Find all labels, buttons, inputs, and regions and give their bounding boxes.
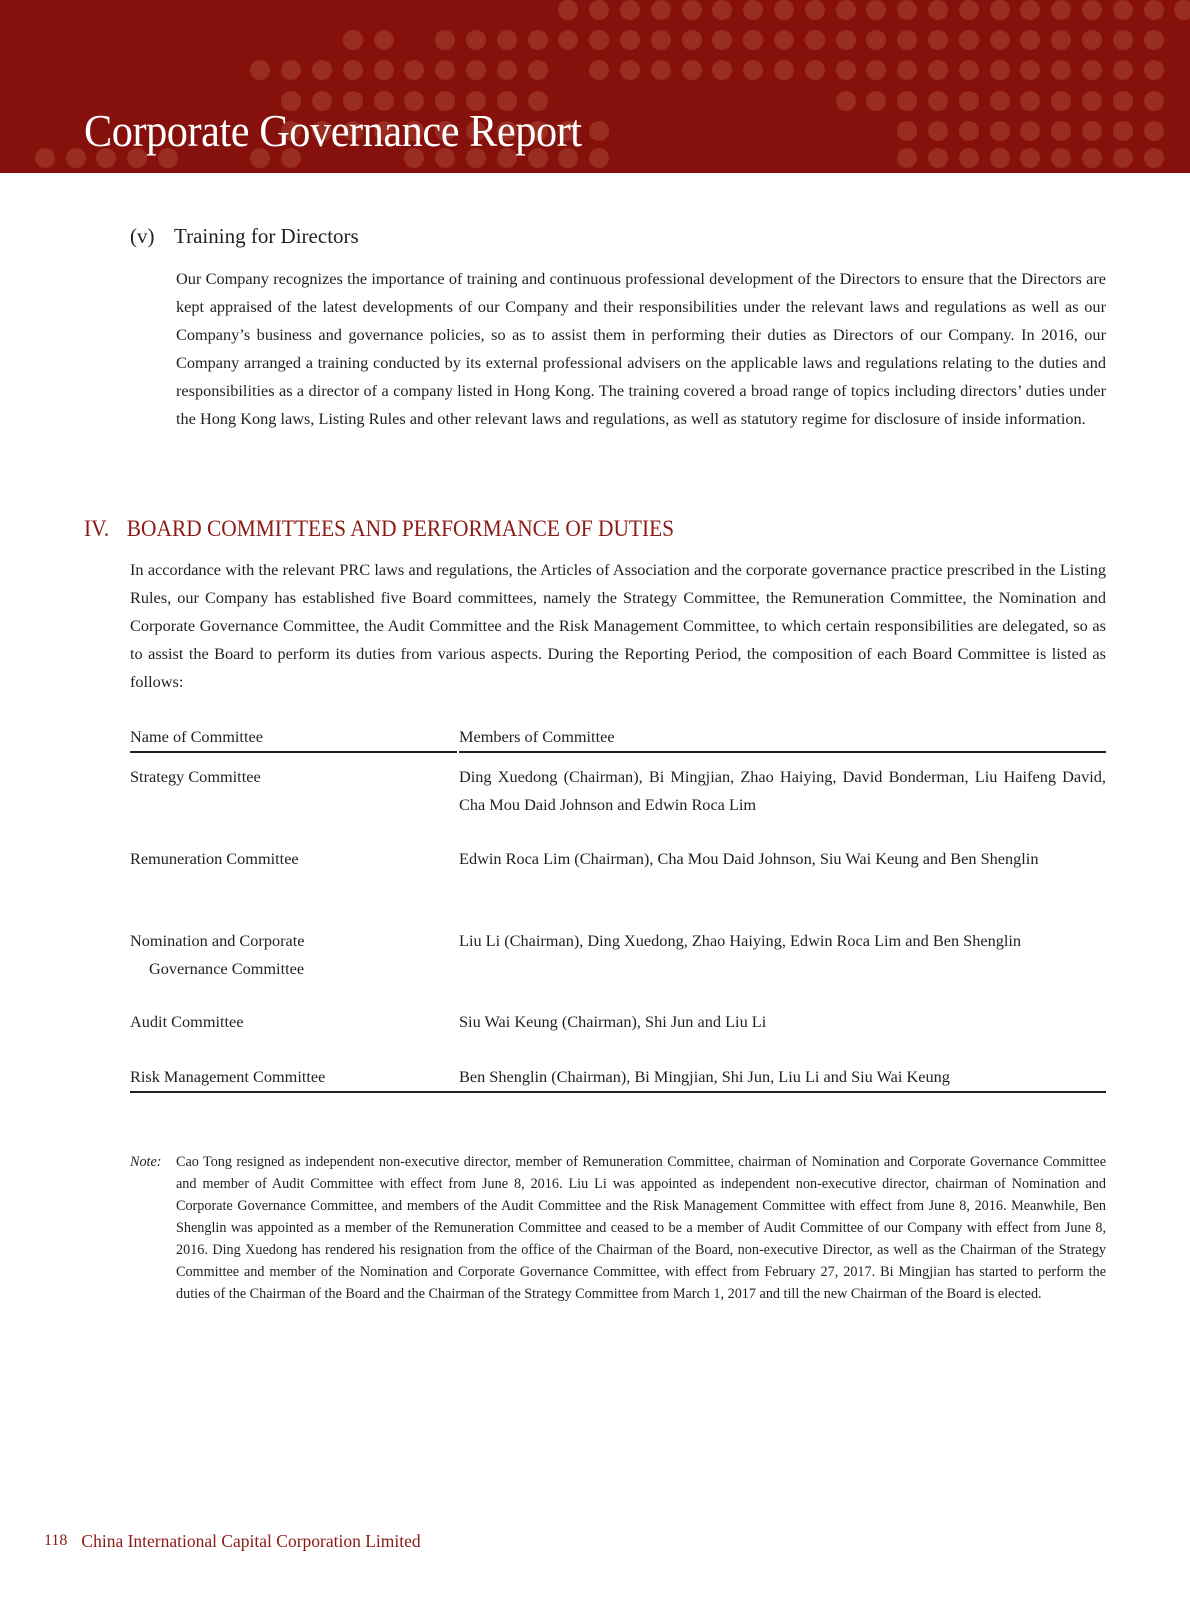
dot-decoration xyxy=(1082,91,1102,111)
table-row xyxy=(130,1063,1106,1093)
dot-decoration xyxy=(959,91,979,111)
committee-name xyxy=(130,927,459,983)
dot-decoration xyxy=(497,60,517,80)
dot-decoration xyxy=(928,121,948,141)
dot-decoration xyxy=(682,0,702,20)
dot-decoration xyxy=(497,30,517,50)
dot-decoration xyxy=(589,0,609,20)
dot-decoration xyxy=(959,60,979,80)
dot-decoration xyxy=(589,30,609,50)
dot-decoration xyxy=(620,60,640,80)
dot-decoration xyxy=(774,0,794,20)
dot-decoration xyxy=(682,30,702,50)
dot-decoration xyxy=(836,60,856,80)
dot-decoration xyxy=(990,60,1010,80)
committee-name-line2: Governance Committee xyxy=(149,959,305,978)
committee-name: Audit Committee xyxy=(130,1012,244,1031)
dot-decoration xyxy=(1020,121,1040,141)
dot-decoration xyxy=(343,60,363,80)
dot-decoration xyxy=(959,0,979,20)
committee-name: Remuneration Committee xyxy=(130,849,299,868)
dot-decoration xyxy=(466,30,486,50)
dot-decoration xyxy=(35,148,55,168)
dot-decoration xyxy=(66,148,86,168)
dot-decoration xyxy=(1051,91,1071,111)
committee-members: Liu Li (Chairman), Ding Xuedong, Zhao Haiying, Edwin Roca Lim and Ben Shenglin xyxy=(459,931,1022,950)
dot-decoration xyxy=(651,60,671,80)
dot-decoration xyxy=(1144,148,1164,168)
dot-decoration xyxy=(897,30,917,50)
dot-decoration xyxy=(466,60,486,80)
dot-decoration xyxy=(897,91,917,111)
dot-decoration xyxy=(1020,148,1040,168)
committee-name: Risk Management Committee xyxy=(130,1067,326,1086)
dot-decoration xyxy=(1082,0,1102,20)
dot-decoration xyxy=(712,60,732,80)
dot-decoration xyxy=(528,60,548,80)
table-row xyxy=(130,763,1106,819)
dot-decoration xyxy=(682,60,702,80)
dot-decoration xyxy=(1113,121,1133,141)
dot-decoration xyxy=(1174,0,1190,20)
dot-decoration xyxy=(1020,0,1040,20)
dot-decoration xyxy=(528,30,548,50)
dot-decoration xyxy=(836,0,856,20)
dot-decoration xyxy=(589,121,609,141)
dot-decoration xyxy=(743,60,763,80)
dot-decoration xyxy=(404,60,424,80)
dot-decoration xyxy=(281,60,301,80)
dot-decoration xyxy=(866,91,886,111)
dot-decoration xyxy=(435,60,455,80)
dot-decoration xyxy=(1082,148,1102,168)
dot-decoration xyxy=(1082,121,1102,141)
dot-decoration xyxy=(866,0,886,20)
dot-decoration xyxy=(1113,60,1133,80)
dot-decoration xyxy=(774,30,794,50)
dot-decoration xyxy=(959,121,979,141)
dot-decoration xyxy=(990,121,1010,141)
dot-decoration xyxy=(990,91,1010,111)
dot-decoration xyxy=(990,148,1010,168)
dot-decoration xyxy=(1051,30,1071,50)
table-row xyxy=(130,1008,1106,1036)
dot-decoration xyxy=(558,0,578,20)
company-name: China International Capital Corporation Limited xyxy=(81,1531,421,1551)
dot-decoration xyxy=(558,30,578,50)
dot-decoration xyxy=(743,0,763,20)
dot-decoration xyxy=(866,30,886,50)
table-row xyxy=(130,845,1106,873)
table-row xyxy=(130,927,1106,983)
dot-decoration xyxy=(250,60,270,80)
dot-decoration xyxy=(897,148,917,168)
committee-members: Ding Xuedong (Chairman), Bi Mingjian, Zhao Haiying, David Bonderman, Liu Haifeng David, Cha Mou Daid Johnson and Edwin Roca Lim xyxy=(459,767,1106,814)
dot-decoration xyxy=(1113,30,1133,50)
dot-decoration xyxy=(1144,60,1164,80)
dot-decoration xyxy=(805,60,825,80)
section-heading xyxy=(84,516,674,542)
dot-decoration xyxy=(774,60,794,80)
dot-decoration xyxy=(1113,148,1133,168)
note-label: Note: xyxy=(130,1154,162,1170)
page-footer xyxy=(44,1531,421,1552)
dot-decoration xyxy=(805,30,825,50)
dot-decoration xyxy=(990,0,1010,20)
dot-decoration xyxy=(651,30,671,50)
dot-decoration xyxy=(1144,91,1164,111)
page-title: Corporate Governance Report xyxy=(84,105,582,156)
committee-name-line1: Nomination and Corporate xyxy=(130,931,305,950)
committee-members: Siu Wai Keung (Chairman), Shi Jun and Liu Li xyxy=(459,1012,767,1031)
dot-decoration xyxy=(435,30,455,50)
dot-decoration xyxy=(374,60,394,80)
dot-decoration xyxy=(1020,30,1040,50)
column-header-members: Members of Committee xyxy=(459,727,1106,753)
page-number: 118 xyxy=(44,1532,68,1549)
committee-name: Strategy Committee xyxy=(130,767,261,786)
column-header-name: Name of Committee xyxy=(130,727,457,753)
dot-decoration xyxy=(651,0,671,20)
dot-decoration xyxy=(1051,60,1071,80)
training-title: Training for Directors xyxy=(174,224,359,248)
training-number: (v) xyxy=(130,224,155,248)
dot-decoration xyxy=(1144,30,1164,50)
dot-decoration xyxy=(1082,60,1102,80)
section-number: IV. xyxy=(84,516,110,541)
dot-decoration xyxy=(620,30,640,50)
dot-decoration xyxy=(1051,148,1071,168)
committee-table xyxy=(130,727,1106,1086)
dot-decoration xyxy=(836,91,856,111)
dot-decoration xyxy=(928,0,948,20)
dot-decoration xyxy=(620,0,640,20)
table-header xyxy=(130,727,1106,753)
dot-decoration xyxy=(897,60,917,80)
dot-decoration xyxy=(374,30,394,50)
committee-members: Edwin Roca Lim (Chairman), Cha Mou Daid Johnson, Siu Wai Keung and Ben Shenglin xyxy=(459,849,1039,868)
dot-decoration xyxy=(1020,60,1040,80)
dot-decoration xyxy=(589,60,609,80)
dot-decoration xyxy=(1113,91,1133,111)
board-committees-paragraph: In accordance with the relevant PRC laws and regulations, the Articles of Association and the corporate governance practice prescribed in the Listing Rules, our Company has established five Board committees, namely the Strategy Committee, the Remuneration Committee, the Nomination and Corporate Governance Committee, the Audit Committee and the Risk Management Committee, to which certain responsibilities are delegated, so as to assist the Board to perform its duties from various aspects. During the Reporting Period, the composition of each Board Committee is listed as follows: xyxy=(130,560,1106,691)
dot-decoration xyxy=(712,30,732,50)
dot-decoration xyxy=(312,60,332,80)
dot-decoration xyxy=(959,148,979,168)
dot-decoration xyxy=(1051,121,1071,141)
note-text: Cao Tong resigned as independent non-executive director, member of Remuneration Committee, chairman of Nomination and Corporate Governance Committee and member of Audit Committee with effect from June 8, 2016. Liu Li was appointed as independent non-executive director, chairman of Nomination and Corporate Governance Committee, and members of the Audit Committee and the Risk Management Committee with effect from June 8, 2016. Meanwhile, Ben Shenglin was appointed as a member of the Remuneration Committee and ceased to be a member of Audit Committee of our Company with effect from June 8, 2016. Ding Xuedong has rendered his resignation from the office of the Chairman of the Board, non-executive Director, as well as the Chairman of the Strategy Committee and member of the Nomination and Corporate Governance Committee, with effect from February 27, 2017. Bi Mingjian has started to perform the duties of the Chairman of the Board and the Chairman of the Strategy Committee from March 1, 2017 and till the new Chairman of the Board is elected. xyxy=(176,1154,1106,1302)
dot-decoration xyxy=(928,60,948,80)
dot-decoration xyxy=(928,148,948,168)
dot-decoration xyxy=(712,0,732,20)
dot-decoration xyxy=(1020,91,1040,111)
section-title: BOARD COMMITTEES AND PERFORMANCE OF DUTIES xyxy=(126,516,675,541)
dot-decoration xyxy=(959,30,979,50)
dot-decoration xyxy=(343,30,363,50)
dot-decoration xyxy=(1144,0,1164,20)
dot-decoration xyxy=(805,0,825,20)
dot-decoration xyxy=(866,60,886,80)
dot-decoration xyxy=(836,30,856,50)
dot-decoration xyxy=(1082,30,1102,50)
dot-decoration xyxy=(1051,0,1071,20)
dot-decoration xyxy=(928,30,948,50)
dot-decoration xyxy=(1144,121,1164,141)
dot-decoration xyxy=(589,148,609,168)
header-banner xyxy=(0,0,1190,173)
committee-members: Ben Shenglin (Chairman), Bi Mingjian, Shi Jun, Liu Li and Siu Wai Keung xyxy=(459,1067,950,1086)
dot-decoration xyxy=(897,0,917,20)
training-paragraph: Our Company recognizes the importance of training and continuous professional development of the Directors to ensure that the Directors are kept appraised of the latest developments of our Company and their responsibilities under the relevant laws and regulations as well as our Company’s business and governance policies, so as to assist them in performing their duties as Directors of our Company. In 2016, our Company arranged a training conducted by its external professional advisers on the applicable laws and regulations relating to the duties and responsibilities as a director of a company listed in Hong Kong. The training covered a broad range of topics including directors’ duties under the Hong Kong laws, Listing Rules and other relevant laws and regulations, as well as statutory regime for disclosure of inside information. xyxy=(176,269,1106,428)
dot-decoration xyxy=(1113,0,1133,20)
training-heading xyxy=(130,224,359,249)
dot-decoration xyxy=(928,91,948,111)
dot-decoration xyxy=(897,121,917,141)
dot-decoration xyxy=(743,30,763,50)
dot-decoration xyxy=(990,30,1010,50)
note xyxy=(130,1151,1106,1305)
